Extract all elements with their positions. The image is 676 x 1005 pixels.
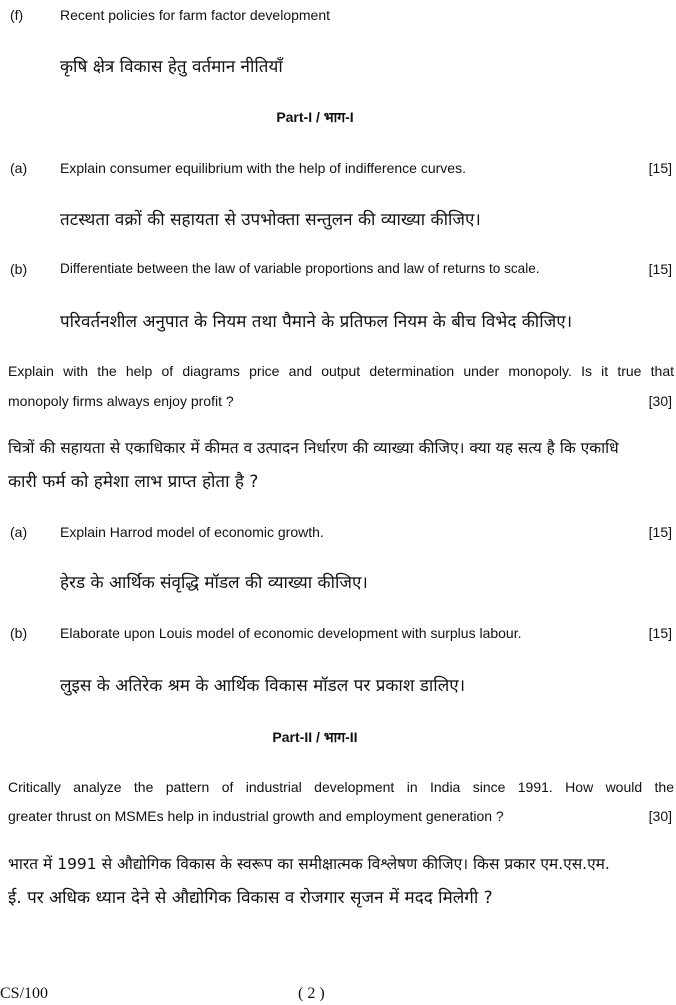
q3b-label: (b) xyxy=(10,625,28,641)
q1b-text-hi: परिवर्तनशील अनुपात के नियम तथा पैमाने के प्रतिफल नियम के बीच विभेद कीजिए। xyxy=(60,312,573,332)
footer-code: CS/100 xyxy=(0,985,49,1002)
q1a-label: (a) xyxy=(10,160,28,176)
q4-text-en-line-2: greater thrust on MSMEs help in industrial growth and employment generation ? xyxy=(8,808,504,824)
q4-text-en-line-1: Critically analyze the pattern of industrial development in India since 1991. How would the xyxy=(8,779,674,795)
q4-marks: [30] xyxy=(648,808,672,824)
q3b-text-en: Elaborate upon Louis model of economic development with surplus labour. xyxy=(60,625,522,641)
item-f-text-hi: कृषि क्षेत्र विकास हेतु वर्तमान नीतियाँ xyxy=(60,57,283,77)
q2-text-hi-line-1: चित्रों की सहायता से एकाधिकार में कीमत व उत्पादन निर्धारण की व्याख्या कीजिए। क्या यह सत्य है कि एकाधि xyxy=(8,439,619,457)
q4-text-hi-line-2: ई. पर अधिक ध्यान देने से औद्योगिक विकास व रोजगार सृजन में मदद मिलेगी ? xyxy=(8,888,493,908)
q3b-text-hi: लुइस के अतिरेक श्रम के आर्थिक विकास मॉडल पर प्रकाश डालिए। xyxy=(60,676,466,696)
q3a-marks: [15] xyxy=(648,524,672,540)
q2-marks: [30] xyxy=(648,393,672,409)
q3b-marks: [15] xyxy=(648,625,672,641)
q1a-text-en: Explain consumer equilibrium with the help of indifference curves. xyxy=(60,160,466,176)
q3a-text-hi: हेरड के आर्थिक संवृद्धि मॉडल की व्याख्या कीजिए। xyxy=(60,573,368,593)
q2-text-en-line-1: Explain with the help of diagrams price and output determination under monopoly. Is it true that xyxy=(8,363,674,379)
q1b-text-en: Differentiate between the law of variable proportions and law of returns to scale. xyxy=(60,261,540,276)
item-f-text-en: Recent policies for farm factor development xyxy=(60,7,331,23)
q1b-marks: [15] xyxy=(648,261,672,277)
part-2-heading: Part-II / भाग-II xyxy=(272,729,358,745)
q1a-marks: [15] xyxy=(648,160,672,176)
q2-text-en-line-2: monopoly firms always enjoy profit ? xyxy=(8,393,234,409)
q3a-text-en: Explain Harrod model of economic growth. xyxy=(60,524,324,540)
page-number: ( 2 ) xyxy=(298,985,325,1002)
part-1-heading: Part-I / भाग-I xyxy=(276,109,354,125)
item-f-label: (f) xyxy=(10,7,24,23)
q4-text-hi-line-1: भारत में 1991 से औद्योगिक विकास के स्वरूप का समीक्षात्मक विश्लेषण कीजिए। किस प्रकार एम.एस.एम. xyxy=(8,855,610,873)
q2-text-hi-line-2: कारी फर्म को हमेशा लाभ प्राप्त होता है ? xyxy=(8,472,259,492)
q3a-label: (a) xyxy=(10,524,28,540)
q1a-text-hi: तटस्थता वक्रों की सहायता से उपभोक्ता सन्तुलन की व्याख्या कीजिए। xyxy=(60,210,481,230)
q1b-label: (b) xyxy=(10,261,28,277)
